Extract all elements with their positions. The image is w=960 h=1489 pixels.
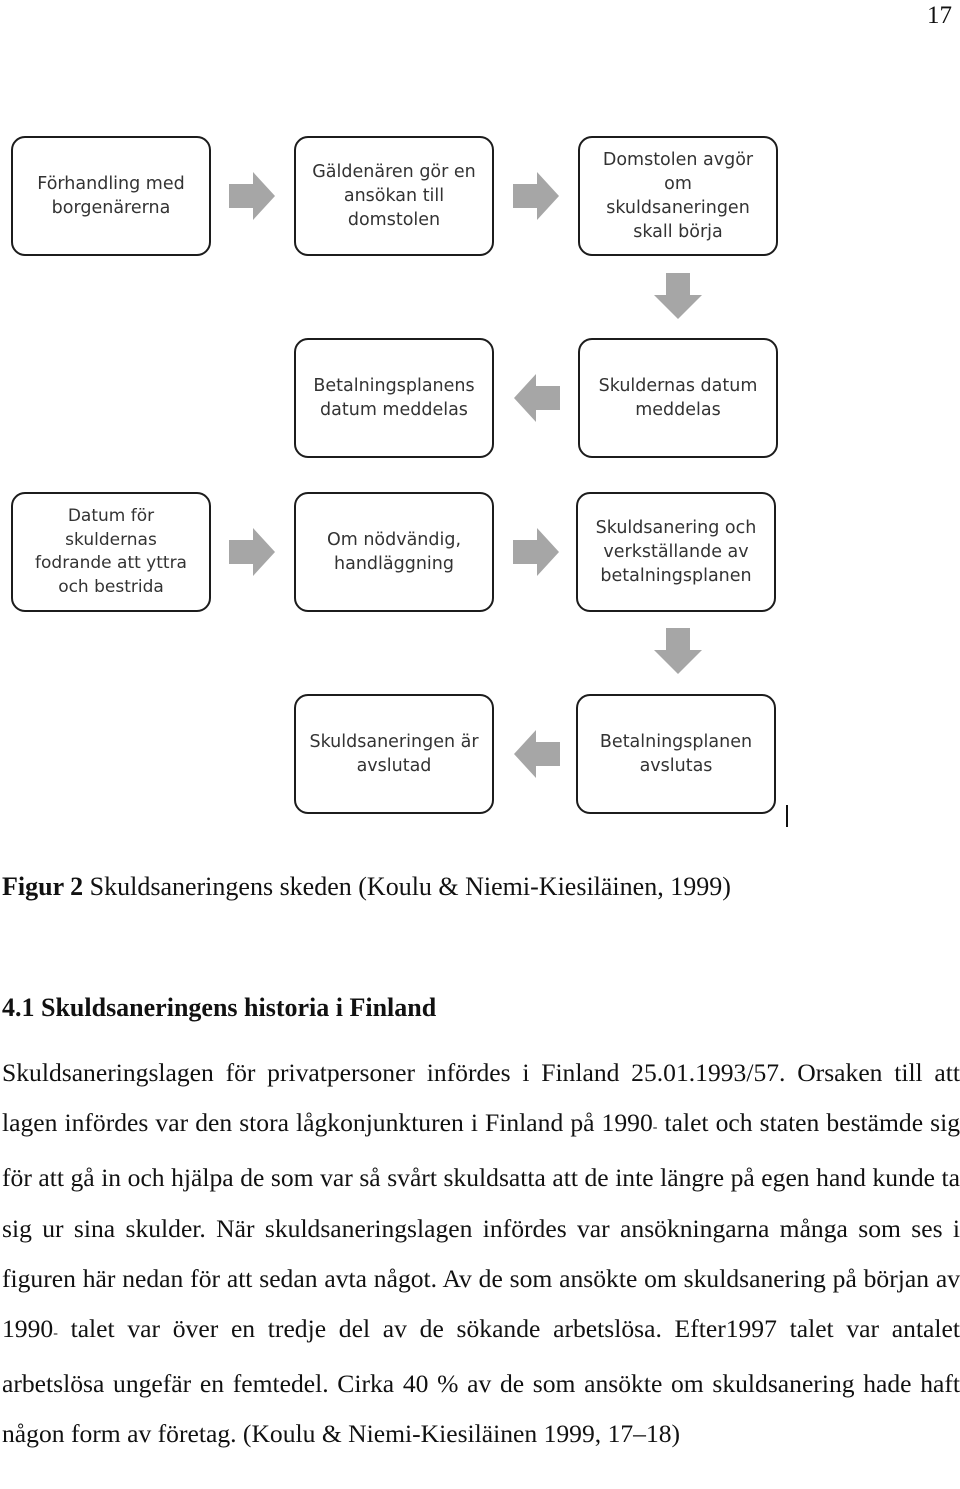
flow-step-processing: Om nödvändig, handläggning: [294, 492, 494, 612]
page-number: 17: [927, 2, 952, 29]
flow-step-debts-date: Skuldernas datum meddelas: [578, 338, 778, 458]
dash-mark: -: [53, 1326, 58, 1342]
arrow-down-icon: [654, 628, 702, 674]
arrow-left-icon: [514, 374, 560, 422]
dash-mark: -: [652, 1120, 658, 1136]
arrow-right-icon: [229, 172, 275, 220]
arrow-right-icon: [513, 528, 559, 576]
flow-step-claims-date: Datum för skuldernas fodrande att yttra och bestrida: [11, 492, 211, 612]
figure-caption: [2, 872, 731, 902]
flow-step-completed: Skuldsaneringen är avslutad: [294, 694, 494, 814]
flow-step-plan-ends: Betalningsplanen avslutas: [576, 694, 776, 814]
body-text-part-1: Skuldsaneringslagen för privatpersoner infördes i Finland 25.01.1993/57. Orsaken till att lagen infördes var den stora lågkonjunkturen i Finland på 1990: [2, 1058, 960, 1138]
arrow-right-icon: [229, 528, 275, 576]
arrow-left-icon: [514, 730, 560, 778]
flow-step-payment-plan-date: Betalningsplanens datum meddelas: [294, 338, 494, 458]
body-paragraph: [2, 1048, 960, 1460]
flow-step-court-decision: Domstolen avgör om skuldsaneringen skall börja: [578, 136, 778, 256]
flow-step-application: Gäldenären gör en ansökan till domstolen: [294, 136, 494, 256]
arrow-down-icon: [654, 273, 702, 319]
body-text-part-3: talet var över en tredje del av de sökande arbetslösa. Efter1997 talet var antalet arbetslösa ungefär en femtedel. Cirka 40 % av de som ansökte om skuldsanering hade haft någon form av företag. (Koulu & Niemi-Kiesiläinen 1999, 17–18): [2, 1314, 960, 1449]
flow-step-negotiation: Förhandling med borgenärerna: [11, 136, 211, 256]
body-text-part-2: talet och staten bestämde sig för att gå in och hjälpa de som var så svårt skuldsatta att de inte längre på egen hand kunde ta sig ur sina skulder. När skuldsaneringslagen infördes var ansökningarna många som ses i figuren här nedan för att sedan avta något. Av de som ansökte om skuldsanering på början av 1990: [2, 1108, 960, 1344]
figure-label: Figur 2: [2, 872, 84, 901]
arrow-right-icon: [513, 172, 559, 220]
text-cursor: [786, 805, 788, 827]
flow-step-execution: Skuldsanering och verkställande av betalningsplanen: [576, 492, 776, 612]
figure-caption-text: Skuldsaneringens skeden (Koulu & Niemi-Kiesiläinen, 1999): [83, 872, 731, 901]
section-heading: 4.1 Skuldsaneringens historia i Finland: [2, 993, 437, 1022]
